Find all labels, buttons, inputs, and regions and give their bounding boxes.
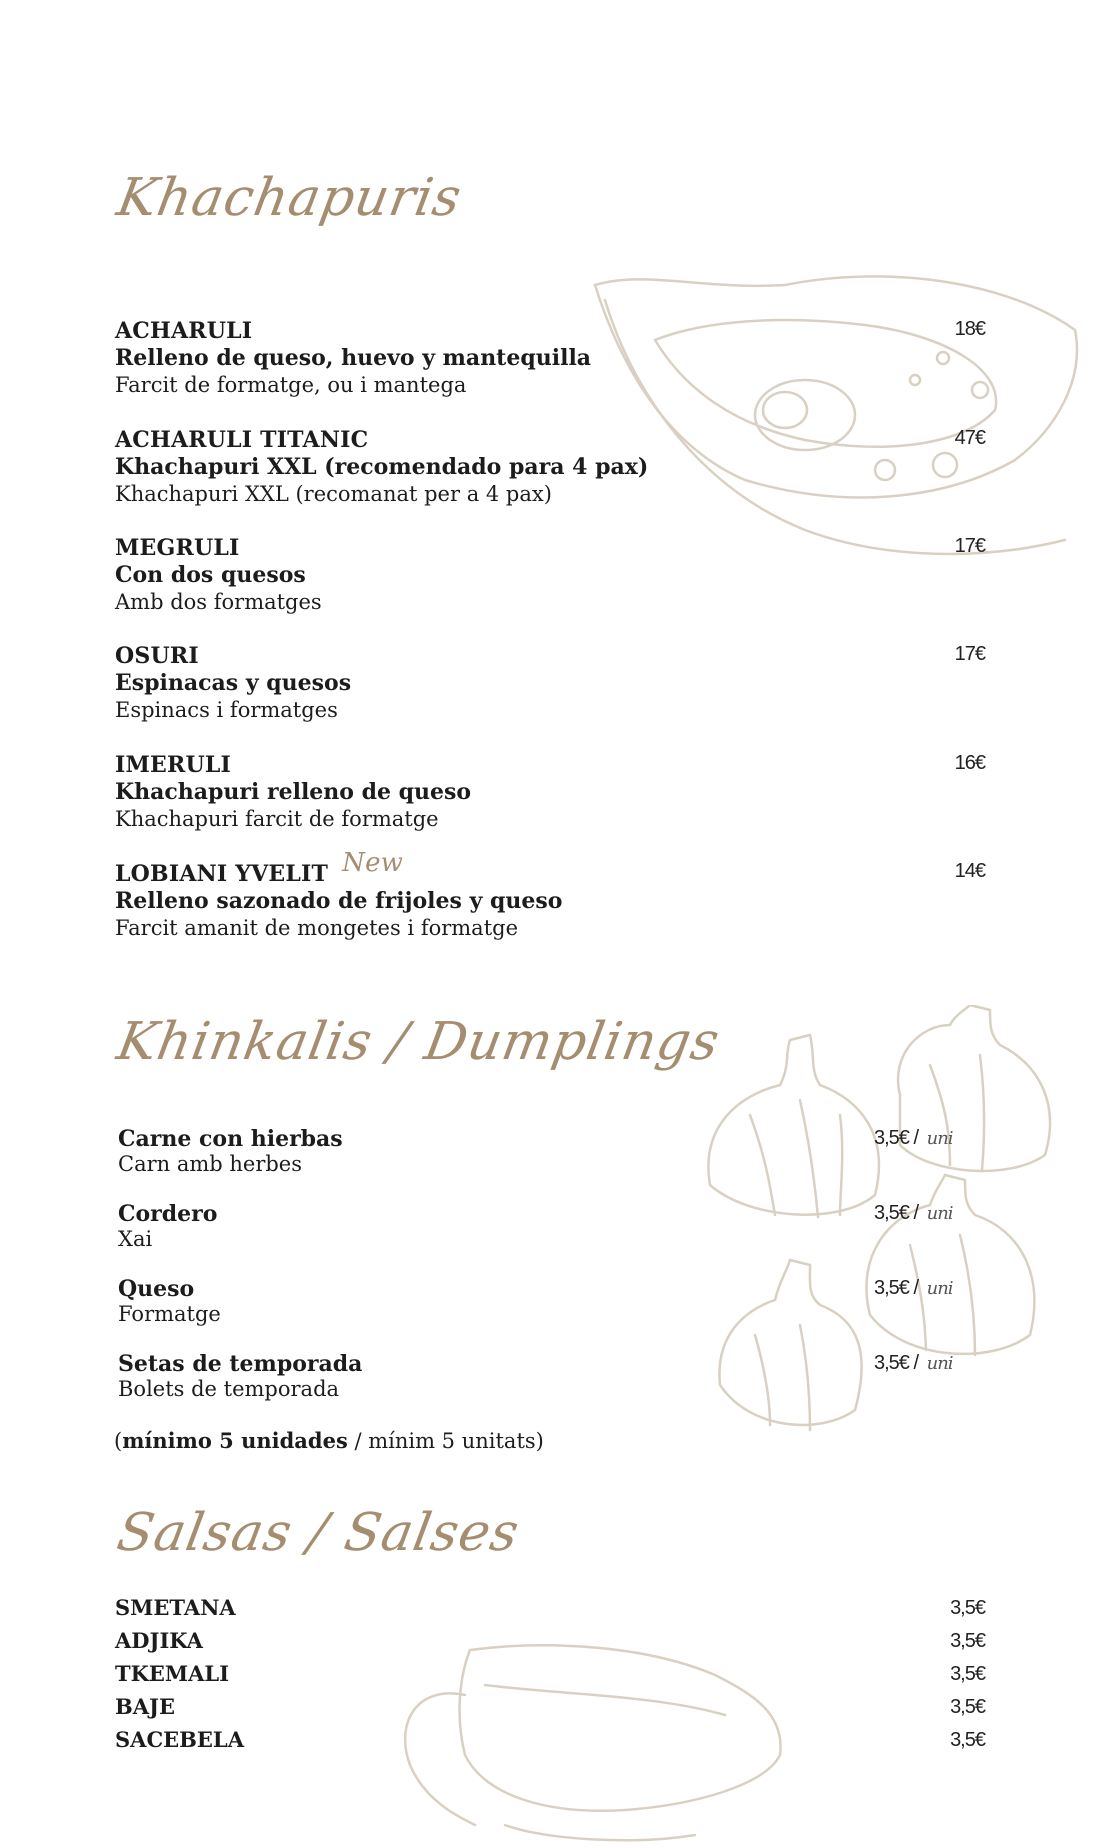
- menu-item: [118, 1352, 986, 1402]
- menu-item: [115, 318, 985, 399]
- item-description-es: Con dos quesos: [115, 562, 306, 588]
- item-description-ca: Khachapuri XXL (recomanat per a 4 pax): [115, 482, 552, 506]
- sauce-price: 3,5€: [950, 1663, 985, 1685]
- item-description-es: Khachapuri relleno de queso: [115, 779, 472, 805]
- item-name: OSURI: [115, 643, 199, 669]
- item-price: 3,5€ / uni: [874, 1277, 953, 1299]
- item-description-ca: Farcit de formatge, ou i mantega: [115, 373, 467, 397]
- menu-item: [118, 1127, 986, 1177]
- minimum-order-note: (mínimo 5 unidades / mínim 5 unitats): [114, 1428, 544, 1453]
- sauce-item: [115, 1595, 985, 1627]
- sauce-name: BAJE: [115, 1694, 175, 1719]
- item-price: 18€: [954, 318, 985, 340]
- sauce-name: TKEMALI: [115, 1661, 230, 1686]
- section-title-khachapuris: Khachapuris: [112, 168, 467, 228]
- item-description-ca: Espinacs i formatges: [115, 698, 338, 722]
- sauce-name: SACEBELA: [115, 1727, 244, 1752]
- section-title-salsas: Salsas / Salses: [112, 1503, 524, 1563]
- menu-item: [115, 752, 985, 833]
- menu-item: [115, 427, 985, 508]
- menu-item: [115, 848, 985, 942]
- item-description-ca: Formatge: [118, 1302, 221, 1326]
- item-name: ACHARULI TITANIC: [115, 427, 369, 453]
- item-description-ca: Bolets de temporada: [118, 1377, 340, 1401]
- item-description-es: Relleno sazonado de frijoles y queso: [115, 888, 563, 914]
- item-name: MEGRULI: [115, 535, 240, 561]
- item-price: 47€: [954, 427, 985, 449]
- sauce-item: [115, 1628, 985, 1660]
- new-badge: New: [342, 848, 404, 878]
- menu-item: [118, 1202, 986, 1252]
- item-description-es: Queso: [118, 1276, 195, 1302]
- item-price: 16€: [954, 752, 985, 774]
- sauce-item: [115, 1727, 985, 1759]
- item-description-es: Khachapuri XXL (recomendado para 4 pax): [115, 454, 649, 480]
- section-title-khinkalis: Khinkalis / Dumplings: [112, 1012, 725, 1072]
- item-name: ACHARULI: [115, 318, 253, 344]
- item-name: IMERULI: [115, 752, 232, 778]
- item-price: 17€: [954, 535, 985, 557]
- item-price: 3,5€ / uni: [874, 1127, 953, 1149]
- sauce-price: 3,5€: [950, 1696, 985, 1718]
- item-description-es: Setas de temporada: [118, 1351, 363, 1377]
- sauce-name: ADJIKA: [115, 1628, 203, 1653]
- menu-item: [115, 535, 985, 616]
- item-price: 14€: [954, 860, 985, 882]
- item-name: LOBIANI YVELIT: [115, 861, 329, 887]
- item-description-ca: Khachapuri farcit de formatge: [115, 807, 439, 831]
- item-description-es: Carne con hierbas: [118, 1126, 343, 1152]
- item-description-ca: Carn amb herbes: [118, 1152, 303, 1176]
- item-price: 17€: [954, 643, 985, 665]
- sauce-price: 3,5€: [950, 1729, 985, 1751]
- item-description-es: Relleno de queso, huevo y mantequilla: [115, 345, 592, 371]
- item-description-es: Cordero: [118, 1201, 218, 1227]
- item-description-ca: Amb dos formatges: [115, 590, 322, 614]
- sauce-price: 3,5€: [950, 1597, 985, 1619]
- sauce-item: [115, 1661, 985, 1693]
- item-description-es: Espinacas y quesos: [115, 670, 352, 696]
- menu-item: [115, 643, 985, 724]
- item-price: 3,5€ / uni: [874, 1202, 953, 1224]
- sauce-name: SMETANA: [115, 1595, 236, 1620]
- item-price: 3,5€ / uni: [874, 1352, 953, 1374]
- item-description-ca: Farcit amanit de mongetes i formatge: [115, 916, 519, 940]
- item-description-ca: Xai: [118, 1227, 153, 1251]
- sauce-item: [115, 1694, 985, 1726]
- menu-item: [118, 1277, 986, 1327]
- item-name-row: [115, 848, 985, 888]
- sauce-price: 3,5€: [950, 1630, 985, 1652]
